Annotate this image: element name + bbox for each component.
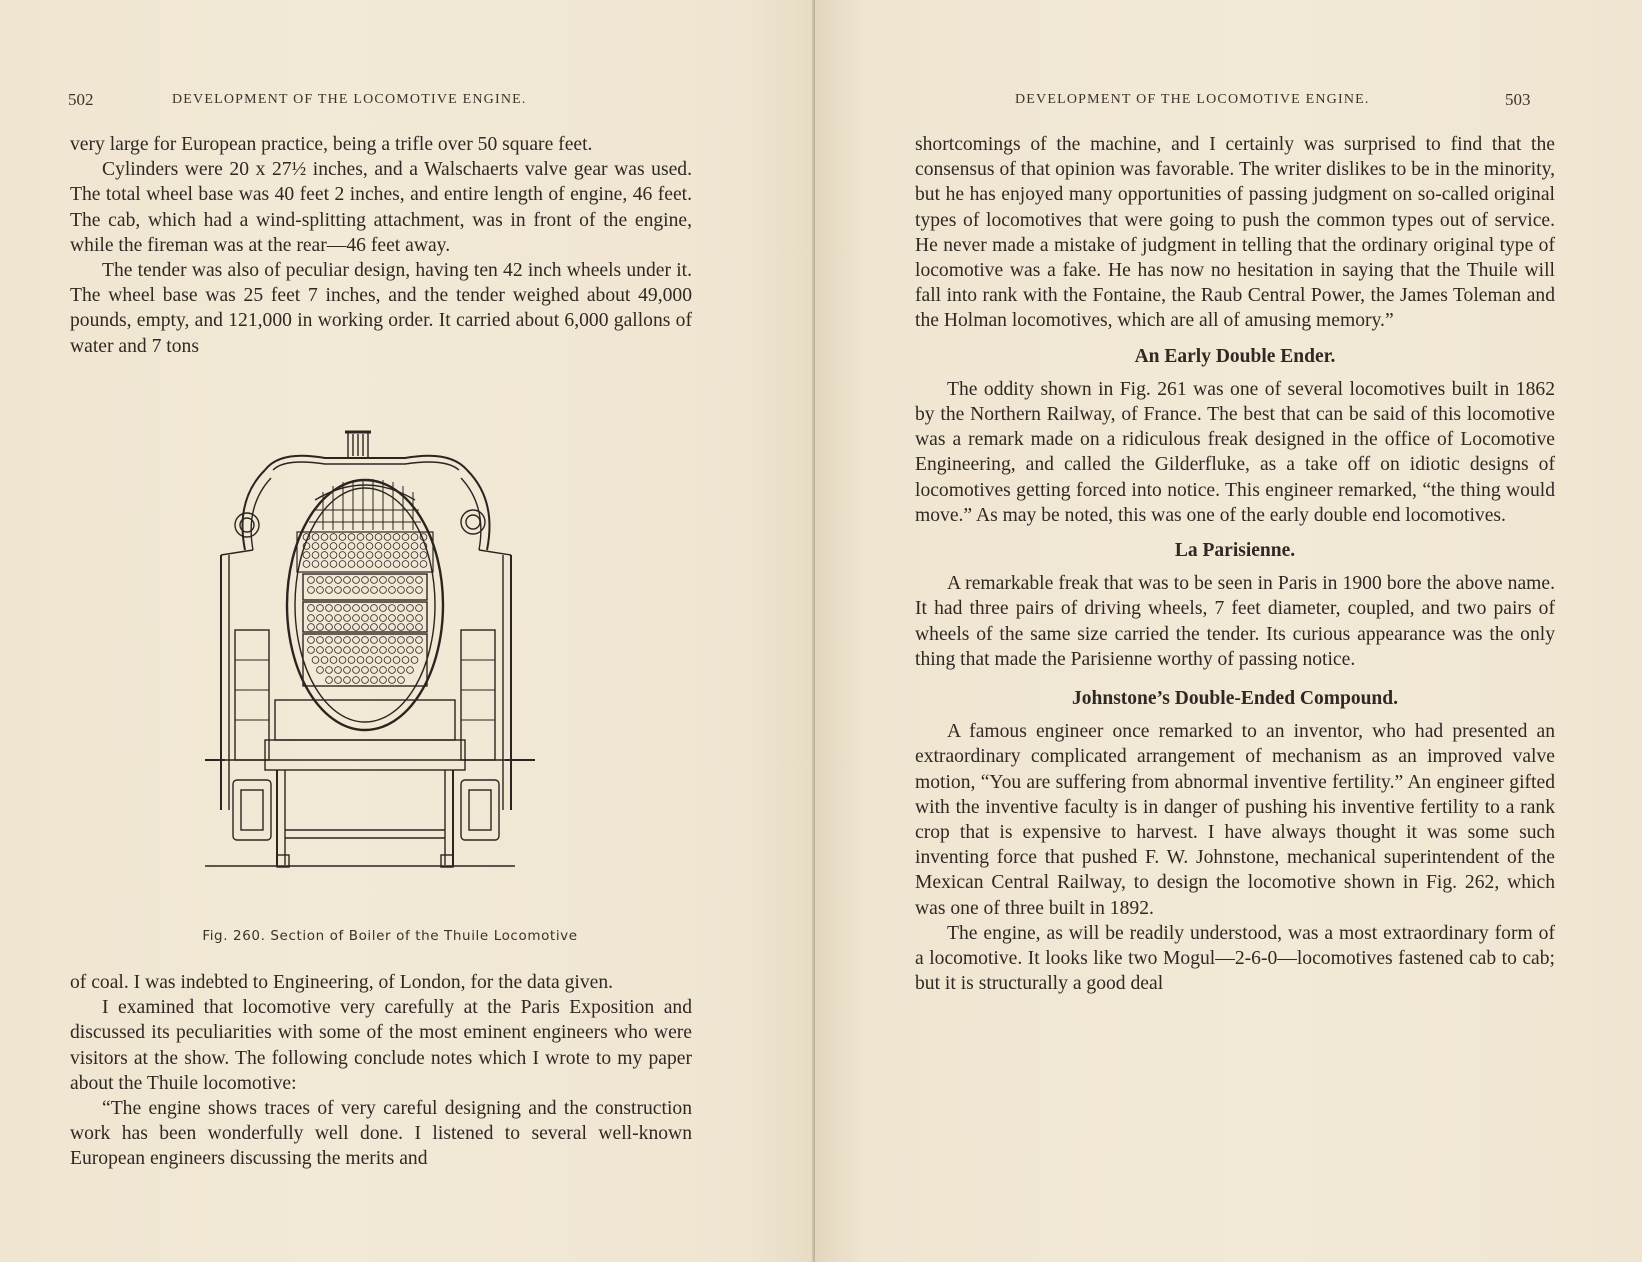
boiler-tube: [371, 677, 378, 684]
boiler-tube: [339, 534, 346, 541]
boiler-tube: [389, 647, 396, 654]
paragraph: very large for European practice, being a trifle over 50 square feet.: [70, 134, 593, 155]
boiler-tube: [389, 605, 396, 612]
boiler-tube: [380, 637, 387, 644]
boiler-tube: [321, 657, 328, 664]
boiler-tube: [380, 615, 387, 622]
section-heading: Johnstone’s Double-Ended Compound.: [1072, 688, 1398, 710]
boiler-tube: [380, 605, 387, 612]
boiler-tube: [308, 587, 315, 594]
boiler-tube: [308, 577, 315, 584]
boiler-tube: [312, 534, 319, 541]
boiler-tube: [398, 667, 405, 674]
boiler-tube: [362, 587, 369, 594]
boiler-tube: [420, 552, 427, 559]
boiler-tube: [362, 667, 369, 674]
boiler-tube: [348, 561, 355, 568]
left-page: [0, 0, 815, 1262]
boiler-tube: [398, 587, 405, 594]
page-number-right: 503: [1505, 90, 1531, 109]
boiler-tube: [344, 605, 351, 612]
boiler-tube: [375, 657, 382, 664]
boiler-tube: [384, 657, 391, 664]
boiler-tube: [371, 615, 378, 622]
paragraph: The tender was also of peculiar design, having ten 42 inch wheels under it. The wheel base was 25 feet 7 inches, and the tender weighed about 49,000 pounds, empty, and 121,000 in working order. It carried about 6,000 gallons of water and 7 tons: [70, 260, 692, 357]
boiler-tube: [416, 615, 423, 622]
boiler-tube: [362, 677, 369, 684]
page-number-left: 502: [68, 90, 94, 109]
boiler-tube: [362, 637, 369, 644]
boiler-tube: [312, 552, 319, 559]
boiler-tube: [380, 624, 387, 631]
boiler-tube: [393, 657, 400, 664]
boiler-tube: [393, 543, 400, 550]
boiler-tube: [389, 577, 396, 584]
boiler-tube: [357, 561, 364, 568]
boiler-tube: [380, 587, 387, 594]
boiler-tube: [411, 543, 418, 550]
boiler-tube: [407, 667, 414, 674]
boiler-tube: [371, 647, 378, 654]
boiler-tube: [353, 605, 360, 612]
boiler-tube: [393, 561, 400, 568]
boiler-tube: [384, 561, 391, 568]
boiler-tube: [335, 587, 342, 594]
boiler-tube: [317, 587, 324, 594]
boiler-tube: [366, 543, 373, 550]
boiler-section-figure: [205, 430, 545, 910]
boiler-tube: [308, 637, 315, 644]
boiler-tube: [402, 657, 409, 664]
boiler-tube: [312, 657, 319, 664]
boiler-tube: [407, 605, 414, 612]
boiler-tube: [416, 577, 423, 584]
left-top-text: [70, 132, 692, 359]
boiler-tube: [317, 667, 324, 674]
boiler-tube: [317, 577, 324, 584]
boiler-tube: [348, 552, 355, 559]
boiler-tube: [326, 615, 333, 622]
boiler-tube: [362, 624, 369, 631]
boiler-tube: [326, 624, 333, 631]
boiler-tube: [407, 624, 414, 631]
boiler-section-drawing: [205, 430, 545, 910]
boiler-tube: [398, 577, 405, 584]
boiler-tube: [416, 605, 423, 612]
section-heading: La Parisienne.: [1174, 540, 1296, 562]
boiler-tube: [420, 561, 427, 568]
left-bottom-text: [70, 970, 692, 1172]
boiler-tube: [344, 637, 351, 644]
boiler-tube: [326, 605, 333, 612]
boiler-tube: [380, 647, 387, 654]
boiler-tube: [389, 667, 396, 674]
boiler-tube: [353, 587, 360, 594]
boiler-tube: [317, 605, 324, 612]
boiler-tube: [398, 624, 405, 631]
boiler-tube: [362, 647, 369, 654]
boiler-tube: [407, 577, 414, 584]
paragraph: The engine, as will be readily understood, was a most extraordinary form of a locomotive. It looks like two Mogul—2-6-0—locomotives fastened cab to cab; but it is structurally a good deal: [915, 922, 1555, 995]
boiler-tube: [402, 552, 409, 559]
boiler-tube: [321, 561, 328, 568]
boiler-tube: [375, 543, 382, 550]
boiler-tube: [348, 534, 355, 541]
boiler-tube: [326, 577, 333, 584]
boiler-tube: [317, 624, 324, 631]
boiler-tube: [371, 577, 378, 584]
boiler-tube: [366, 657, 373, 664]
paragraph: I examined that locomotive very carefully at the Paris Exposition and discussed its peculiarities with some of the most eminent engineers who were visitors at the show. The following conclude notes which I wrote to my paper about the Thuile locomotive:: [70, 997, 692, 1094]
boiler-tube: [344, 577, 351, 584]
boiler-tube: [321, 543, 328, 550]
figure-caption: Fig. 260. Section of Boiler of the Thuile Locomotive: [202, 928, 578, 944]
boiler-tube: [416, 587, 423, 594]
boiler-tube: [366, 534, 373, 541]
boiler-tube: [321, 552, 328, 559]
boiler-tube: [398, 615, 405, 622]
boiler-tube: [389, 624, 396, 631]
boiler-tube: [416, 624, 423, 631]
running-head-right: DEVELOPMENT OF THE LOCOMOTIVE ENGINE.: [1015, 92, 1370, 107]
boiler-tube: [362, 577, 369, 584]
boiler-tube: [339, 543, 346, 550]
boiler-tube: [339, 657, 346, 664]
boiler-tube: [308, 605, 315, 612]
boiler-tube: [371, 605, 378, 612]
boiler-tube: [344, 615, 351, 622]
boiler-tube: [330, 552, 337, 559]
boiler-tube: [312, 561, 319, 568]
boiler-tube: [402, 543, 409, 550]
paragraph: Cylinders were 20 x 27½ inches, and a Walschaerts valve gear was used. The total wheel base was 40 feet 2 inches, and entire length of engine, 46 feet. The cab, which had a wind-splitting attachment, was in front of the engine, while the fireman was at the rear—46 feet away.: [70, 159, 692, 256]
boiler-tube: [389, 637, 396, 644]
running-head-left: DEVELOPMENT OF THE LOCOMOTIVE ENGINE.: [172, 92, 527, 107]
boiler-tube: [411, 534, 418, 541]
boiler-tube: [402, 561, 409, 568]
boiler-tube: [366, 552, 373, 559]
boiler-tube: [411, 561, 418, 568]
boiler-tube: [389, 587, 396, 594]
boiler-tube: [398, 647, 405, 654]
boiler-tube: [398, 605, 405, 612]
boiler-tube: [380, 577, 387, 584]
boiler-tube: [344, 667, 351, 674]
section-heading: An Early Double Ender.: [1134, 345, 1336, 367]
boiler-tube: [308, 624, 315, 631]
boiler-tube: [326, 637, 333, 644]
boiler-tube: [317, 615, 324, 622]
boiler-tube: [375, 534, 382, 541]
paragraph: A famous engineer once remarked to an inventor, who had presented an extraordinary complicated arrangement of mechanism as an improved valve motion, “You are suffering from abnormal inventive fertility.” An engineer gifted with the inventive faculty is in danger of pushing his inventive fertility to a rank crop that is expensive to harvest. I have always thought it was some such inventing force that pushed F. W. Johnstone, mechanical superintendent of the Mexican Central Railway, to design the locomotive shown in Fig. 262, which was one of three built in 1892.: [915, 721, 1555, 919]
boiler-tube: [357, 657, 364, 664]
boiler-tube: [335, 667, 342, 674]
boiler-tube: [371, 624, 378, 631]
boiler-tube: [389, 677, 396, 684]
boiler-tube: [330, 543, 337, 550]
boiler-tube: [362, 605, 369, 612]
boiler-tube: [357, 534, 364, 541]
boiler-tube: [344, 677, 351, 684]
boiler-tube: [344, 587, 351, 594]
boiler-tube: [375, 561, 382, 568]
right-page: [815, 0, 1642, 1262]
boiler-tube: [335, 637, 342, 644]
paragraph: The oddity shown in Fig. 261 was one of several locomotives built in 1862 by the Northern Railway, of France. The best that can be said of this locomotive was a remark made on a ridiculous freak designed in the office of Locomotive Engineering, and called the Gilderfluke, as a take off on idiotic designs of locomotives getting forced into notice. This engineer remarked, “the thing would move.” As may be noted, this was one of the early double end locomotives.: [915, 378, 1555, 526]
boiler-tube: [335, 624, 342, 631]
boiler-tube: [407, 615, 414, 622]
boiler-tube: [380, 677, 387, 684]
boiler-tube: [326, 587, 333, 594]
boiler-tube: [353, 667, 360, 674]
boiler-tube: [303, 561, 310, 568]
boiler-tube: [308, 615, 315, 622]
boiler-tube: [357, 552, 364, 559]
boiler-tube: [317, 637, 324, 644]
boiler-tube: [353, 647, 360, 654]
boiler-tube: [411, 552, 418, 559]
boiler-tube: [353, 637, 360, 644]
boiler-tube: [353, 624, 360, 631]
boiler-tube: [312, 543, 319, 550]
boiler-tube: [353, 615, 360, 622]
boiler-tube: [348, 543, 355, 550]
boiler-tube: [339, 561, 346, 568]
boiler-tube: [344, 647, 351, 654]
boiler-tube: [384, 534, 391, 541]
paragraph: “The engine shows traces of very careful designing and the construction work has been wonderfully well done. I listened to several well-known European engineers discussing the merits and: [70, 1098, 692, 1170]
right-text: [915, 132, 1555, 997]
boiler-tube: [335, 577, 342, 584]
boiler-tube: [330, 561, 337, 568]
boiler-tube: [398, 637, 405, 644]
boiler-tube: [321, 534, 328, 541]
boiler-tube: [362, 615, 369, 622]
boiler-tube: [384, 552, 391, 559]
boiler-tube: [389, 615, 396, 622]
boiler-tube: [335, 615, 342, 622]
boiler-tube: [384, 543, 391, 550]
boiler-tube: [371, 587, 378, 594]
boiler-tube: [308, 647, 315, 654]
boiler-tube: [407, 647, 414, 654]
boiler-tube: [393, 552, 400, 559]
paragraph: shortcomings of the machine, and I certainly was surprised to find that the consensus of that opinion was favorable. The writer dislikes to be in the minority, but he has enjoyed many opportunities of passing judgment on so-called original types of locomotives that were going to push the common types out of service. He never made a mistake of judgment in telling that the ordinary original type of locomotive was a fake. He has now no hesitation in saying that the Thuile will fall into rank with the Fontaine, the Raub Central Power, the James Toleman and the Holman locomotives, which are all of amusing memory.”: [915, 134, 1555, 332]
boiler-tube: [348, 657, 355, 664]
boiler-tube: [402, 534, 409, 541]
boiler-tube: [371, 667, 378, 674]
boiler-tube: [326, 677, 333, 684]
boiler-tube: [357, 543, 364, 550]
boiler-tube: [335, 605, 342, 612]
boiler-tube: [398, 677, 405, 684]
boiler-tube: [407, 637, 414, 644]
boiler-tube: [335, 677, 342, 684]
boiler-tube: [303, 552, 310, 559]
boiler-tube: [353, 677, 360, 684]
boiler-tube: [326, 667, 333, 674]
boiler-tube: [411, 657, 418, 664]
boiler-tube: [393, 534, 400, 541]
paragraph: A remarkable freak that was to be seen in Paris in 1900 bore the above name. It had three pairs of driving wheels, 7 feet diameter, coupled, and two pairs of wheels of the same size carried the tender. Its curious appearance was the only thing that made the Parisienne worthy of passing notice.: [915, 573, 1555, 670]
boiler-tube: [339, 552, 346, 559]
boiler-tube: [326, 647, 333, 654]
boiler-tube: [330, 534, 337, 541]
boiler-tube: [366, 561, 373, 568]
boiler-tube: [407, 587, 414, 594]
boiler-tube: [335, 647, 342, 654]
boiler-tube: [371, 637, 378, 644]
boiler-tube: [353, 577, 360, 584]
paragraph: of coal. I was indebted to Engineering, of London, for the data given.: [70, 972, 614, 993]
boiler-tube: [375, 552, 382, 559]
boiler-tube: [416, 647, 423, 654]
boiler-tube: [416, 637, 423, 644]
boiler-tube: [330, 657, 337, 664]
boiler-tube: [317, 647, 324, 654]
boiler-tube: [344, 624, 351, 631]
boiler-tube: [380, 667, 387, 674]
